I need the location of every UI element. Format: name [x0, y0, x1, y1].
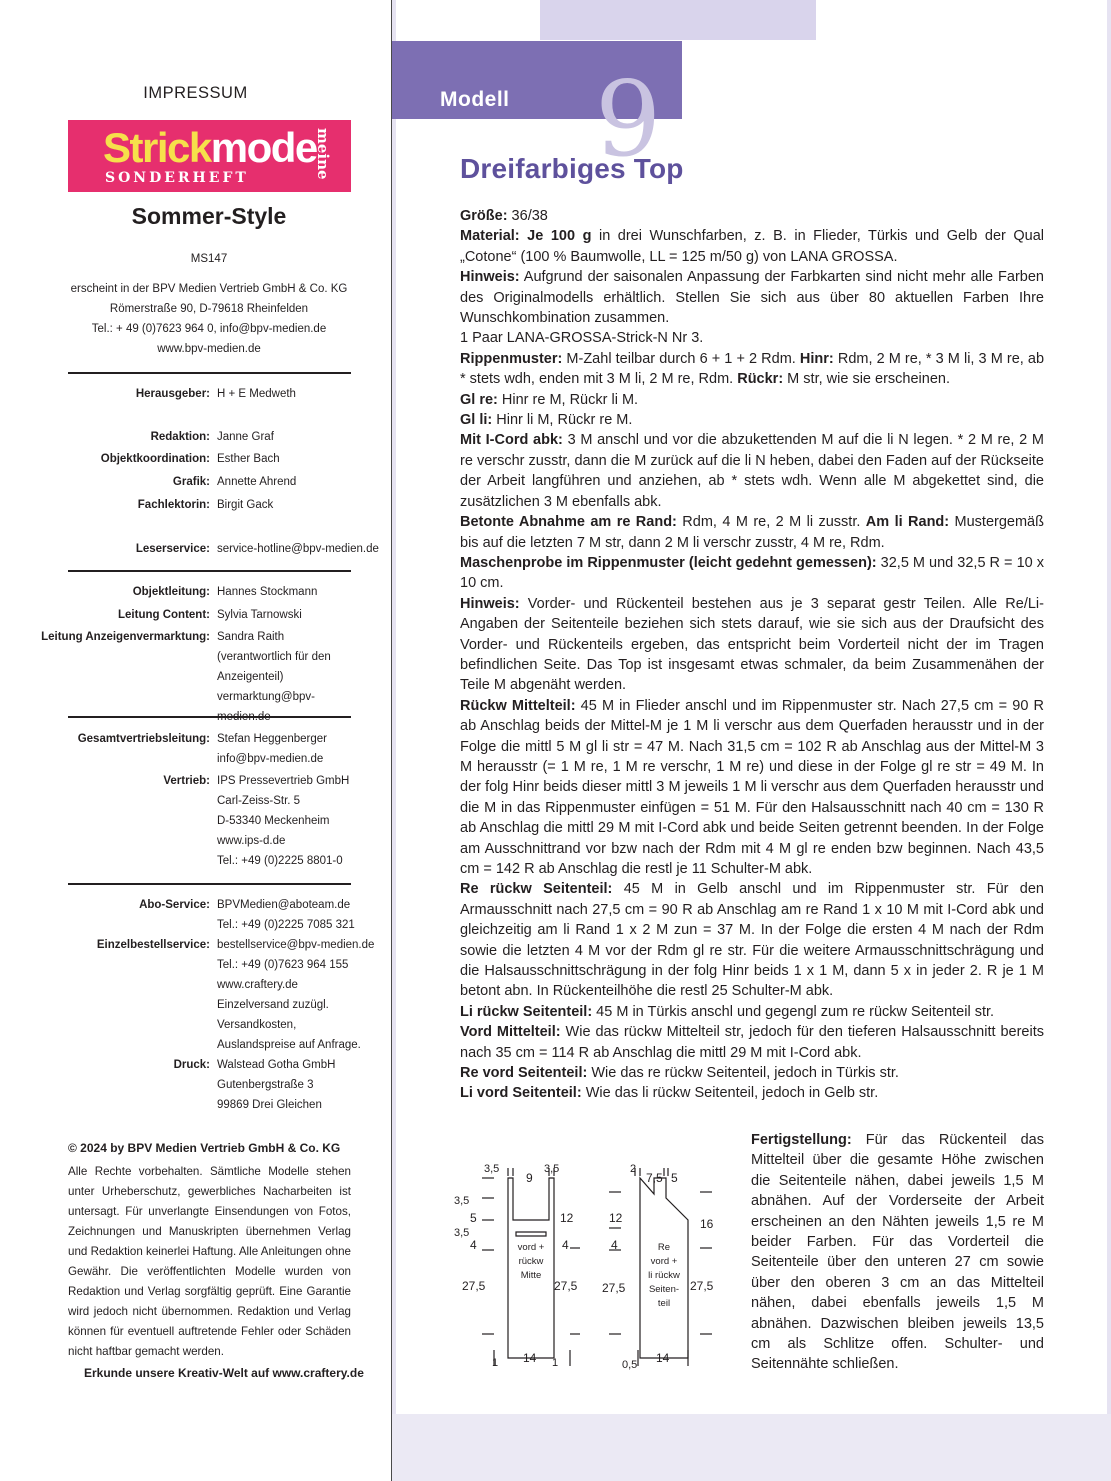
- entry-label: Leserservice:: [135, 543, 210, 555]
- entry-value: Esther Bach: [217, 453, 280, 465]
- dim-label: 27,5: [602, 1281, 626, 1295]
- entry-value: Tel.: +49 (0)7623 964 155: [217, 959, 349, 971]
- entry-value: Gutenbergstraße 3: [217, 1079, 314, 1091]
- entry-value: Janne Graf: [217, 431, 274, 443]
- dim-label: 3,5: [454, 1227, 470, 1239]
- entry-label: Abo-Service:: [139, 899, 210, 911]
- entry-value: Stefan Heggenberger: [217, 733, 327, 745]
- piece-label: li rückw: [648, 1270, 680, 1281]
- entry-label: Leitung Anzeigenvermarktung:: [41, 631, 210, 643]
- section-fertigstellung: Fertigstellung: Für das Rückenteil das Mittelteil über die gesamte Höhe zwischen die Seitenteile nähen, dabei jeweils 1,5 M abnähen. Auf der Vorderseite der Arbeit erscheinen an den Nähten jeweils 1,5 re M beider Farben. Für das Vorderteil die Seitenteile über den unteren 27 cm sowie über den oberen 3 cm an das Mittelteil nähen, dabei ebenfalls jeweils 1,5 M abnähen. Dazwischen bleiben jeweils 13,5 cm als Schlitze offen. Schulter- und Seitennähte schließen.: [751, 1132, 1044, 1373]
- dim-label: 1: [492, 1357, 499, 1369]
- bottom-band: [392, 1414, 1111, 1481]
- dim-label: 3,5: [484, 1163, 500, 1175]
- decor-strip: [1107, 0, 1111, 1481]
- entry-value: vermarktung@bpv-medien.de: [217, 691, 315, 723]
- entry-value: Tel.: +49 (0)2225 8801-0: [217, 855, 343, 867]
- entry-value: bestellservice@bpv-medien.de: [217, 939, 375, 951]
- dim-label: 16: [700, 1217, 714, 1231]
- publisher-line-2: Römerstraße 90, D-79618 Rheinfelden: [109, 303, 309, 315]
- entry-value: BPVMedien@aboteam.de: [217, 899, 351, 911]
- entry-value: Anzeigenteil): [217, 671, 284, 683]
- entry-label: Grafik:: [172, 476, 210, 488]
- section-rueckw-mittelteil: Rückw Mittelteil: 45 M in Flieder anschl und im Rippenmuster str. Nach 27,5 cm = 90 R ab Anschlag beids der Mittel-M je 1 M li verschr aus dem Querfaden herausstr und in der Folge die mittl 5 M gl li str = 47 M. Nach 31,5 cm = 102 R ab Anschlag aus der Mittel-M 3 M herausstr (= 1 M re, 1 M re verschr, 1 M re) und diese in der Folge gl re str = 49 M. In der folg Hinr beids dieser mittl 3 M jeweils 1 M li verschr aus dem Querfaden herausstr und die M in das Rippenmuster einfügen = 51 M. Für den Halsausschnitt nach 40 cm = 130 R ab Anschlag die mittl 29 M mit I-Cord abk und beide Seiten getrennt beenden. In der Folge am Ausschnittrand vor bzw nach der Rdm mit 4 M gl re enden bzw beginnen. Nach 43,5 cm = 142 R ab Anschlag die restl je 11 Schulter-M abk.: [460, 697, 1045, 877]
- section-re-vord-seitenteil: Re vord Seitenteil: Wie das re rückw Seitenteil, jedoch in Türkis str.: [460, 1065, 899, 1082]
- section-groesse: Größe: 36/38: [460, 208, 548, 224]
- piece-label: Seiten-: [648, 1284, 680, 1295]
- dim-label: 14: [656, 1351, 670, 1365]
- entry-value: www.ips-d.de: [217, 835, 286, 847]
- entry-label: Einzelbestellservice:: [96, 939, 210, 951]
- dim-label: 12: [560, 1211, 574, 1225]
- section-li-vord-seitenteil: Li vord Seitenteil: Wie das li rückw Seitenteil, jedoch in Gelb str.: [460, 1085, 879, 1102]
- entry-value: Auslandspreise auf Anfrage.: [217, 1039, 361, 1051]
- dim-label: 27,5: [554, 1279, 578, 1293]
- dim-label: 12: [609, 1211, 623, 1225]
- logo-text-a: Strick: [103, 124, 211, 171]
- dim-label: 3,5: [544, 1163, 560, 1175]
- entry-label: Fachlektorin:: [137, 499, 210, 511]
- dim-label: 27,5: [690, 1279, 714, 1293]
- entry-label: Objektleitung:: [132, 586, 210, 598]
- issue-title: Sommer-Style: [131, 203, 287, 229]
- dim-label: 5: [671, 1171, 678, 1185]
- entry-value: Annette Ahrend: [217, 476, 297, 488]
- dim-label: 27,5: [462, 1279, 486, 1293]
- publisher-line-3: Tel.: + 49 (0)7623 964 0, info@bpv-medien.de: [91, 323, 327, 335]
- dim-label: 4: [611, 1238, 618, 1252]
- dim-label: 14: [523, 1351, 537, 1365]
- dim-label: 9: [526, 1171, 533, 1185]
- entry-label: Leitung Content:: [118, 609, 210, 621]
- entry-value: www.craftery.de: [217, 979, 298, 991]
- impressum-heading: IMPRESSUM: [143, 84, 248, 102]
- entry-label: Redaktion:: [150, 431, 210, 443]
- entry-value: IPS Pressevertrieb GmbH: [217, 775, 350, 787]
- schematic-side-panel: [609, 1168, 712, 1366]
- copyright-text: Alle Rechte vorbehalten. Sämtliche Modelle stehen unter Urheberschutz, gewerbliches Nacharbeiten ist untersagt. Für unverlangte Einsendungen von Fotos, Zeichnungen und Manuskripten übernehmen Verlag und Redaktion keinerlei Haftung. Alle Anleitungen ohne Gewähr. Die veröffentlichten Modelle wurden von Redaktion und Verlag sorgfältig geprüft. Eine Garantie wird jedoch nicht übernommen. Redaktion und Verlag können für eventuell auftretende Fehler oder Schäden nicht haftbar gemacht werden.: [68, 1165, 351, 1358]
- strickmode-logo: [68, 120, 351, 192]
- schematic-center-panel: [482, 1168, 580, 1366]
- entry-label: Objektkoordination:: [100, 453, 210, 465]
- logo-meine: meine: [314, 128, 332, 180]
- copyright-heading: © 2024 by BPV Medien Vertrieb GmbH & Co. KG: [68, 1141, 341, 1155]
- footer-link-text: Erkunde unsere Kreativ-Welt auf www.craftery.de: [84, 1366, 364, 1380]
- entry-value: Walstead Gotha GmbH: [217, 1059, 336, 1071]
- section-vord-mittelteil: Vord Mittelteil: Wie das rückw Mittelteil str, jedoch für den tieferen Halsausschnitt bereits nach 35 cm = 114 R ab Anschlag die mittl 29 M mit I-Cord abk.: [460, 1024, 1044, 1061]
- section-icord: Mit I-Cord abk: 3 M anschl und vor die abzukettenden M auf die li N legen. * 2 M re, 2 M re verschr zusstr, dann die M zurück auf die li N heben, dabei den Faden auf der Rückseite der Arbeit langführen und anziehen, ab * stets wdh. Wenn alle M abgekettet sind, die zusätzlichen 3 M ebenfalls abk.: [460, 432, 1045, 510]
- entry-value: (verantwortlich für den: [217, 651, 331, 663]
- dim-label: 5: [470, 1211, 477, 1225]
- entry-label: Gesamtvertriebsleitung:: [77, 733, 210, 745]
- entry-value: Versandkosten,: [217, 1019, 297, 1031]
- entry-value: 99869 Drei Gleichen: [217, 1099, 322, 1111]
- dim-label: 0,5: [622, 1359, 638, 1371]
- entry-label: Vertrieb:: [163, 775, 210, 787]
- piece-label: Mitte: [520, 1270, 542, 1281]
- modell-number: 9: [595, 58, 662, 180]
- impressum-column: [0, 0, 392, 1481]
- publisher-line-1: erscheint in der BPV Medien Vertrieb GmbH & Co. KG: [70, 283, 348, 295]
- entry-value: Birgit Gack: [217, 499, 274, 511]
- schematic-drawings: [454, 1158, 744, 1378]
- entry-value: Sandra Raith: [217, 631, 285, 643]
- piece-label: vord +: [650, 1256, 678, 1267]
- issue-code: MS147: [190, 253, 228, 265]
- section-abnahme: Betonte Abnahme am re Rand: Rdm, 4 M re, 2 M li zusstr. Am li Rand: Mustergemäß bis auf die letzten 7 M str, dann 2 M li verschr zusstr, 4 M re, Rdm.: [460, 514, 1044, 551]
- entry-value: Hannes Stockmann: [217, 586, 318, 598]
- section-hinweis-2: Hinweis: Vorder- und Rückenteil bestehen aus je 3 separat gestr Teilen. Alle Re/Li-Angaben der Seitenteile beziehen sich stets darauf, wie sie sich aus der Draufsicht des Vorder- und Rückenteils ergeben, das entspricht beim Vorderteil nicht der im Tragen befindlichen Seite. Das Top ist insgesamt etwas schmaler, da beim Zusammenähen der Teile M abgenäht werden.: [460, 595, 1044, 694]
- dim-label: 4: [470, 1238, 477, 1252]
- piece-label: teil: [657, 1298, 671, 1309]
- logo-subtitle: SONDERHEFT: [105, 170, 249, 186]
- entry-value: H + E Medweth: [217, 388, 296, 400]
- modell-label: Modell: [440, 88, 510, 111]
- entry-value: info@bpv-medien.de: [217, 753, 324, 765]
- logo-text-b: mode: [210, 124, 317, 171]
- publisher-line-4: www.bpv-medien.de: [157, 343, 261, 355]
- entry-label: Herausgeber:: [135, 388, 210, 400]
- top-band: [540, 0, 816, 40]
- section-gl-li: Gl li: Hinr li M, Rückr re M.: [460, 412, 633, 429]
- pattern-title: Dreifarbiges Top: [460, 153, 684, 184]
- logo-wordmark: [103, 125, 317, 171]
- dim-label: 3,5: [454, 1195, 470, 1207]
- entry-value: service-hotline@bpv-medien.de: [217, 543, 379, 555]
- divider: [68, 716, 351, 718]
- dim-label: 7,5: [646, 1171, 663, 1185]
- schematic-right-labels: [602, 1163, 714, 1371]
- divider: [68, 570, 351, 572]
- section-maschenprobe: Maschenprobe im Rippenmuster (leicht gedehnt gemessen): 32,5 M und 32,5 R = 10 x 10 cm.: [460, 554, 1044, 592]
- decor-strip: [392, 0, 396, 1481]
- dim-label: 1: [552, 1357, 559, 1369]
- dim-label: 2: [630, 1163, 637, 1175]
- section-rippenmuster: Rippenmuster: M-Zahl teilbar durch 6 + 1 + 2 Rdm. Hinr: Rdm, 2 M re, * 3 M li, 3 M re, ab * stets wdh, enden mit 3 M li, 2 M re, Rdm. Rückr: M str, wie sie erscheinen.: [460, 350, 1045, 388]
- dim-label: 4: [562, 1238, 569, 1252]
- section-gl-re: Gl re: Hinr re M, Rückr li M.: [460, 391, 639, 408]
- entry-label: Druck:: [173, 1059, 210, 1071]
- section-re-rueckw-seitenteil: Re rückw Seitenteil: 45 M in Gelb anschl und im Rippenmuster str. Für den Armausschnitt nach 27,5 cm = 90 R ab Anschlag am re Rand 1 x 10 M mit I-Cord abk und gleichzeitig am li Rand 1 x 2 M zun = 37 M. In der Folge die ersten 4 M nach der Rdm sowie die letzten 4 M vor der Rdm gl re str. Für die weitere Armausschnittschrägung und die Halsausschnittschrägung in der folg Hinr beids 1 x 1 M, dann 5 x in jeder 2. R je 1 M betont abn. In Rückenteilhöhe die restl 25 Schulter-M abk.: [460, 881, 1045, 1000]
- schematic-left-labels: [454, 1163, 578, 1369]
- section-material: Material: Je 100 g in drei Wunschfarben, z. B. in Flieder, Türkis und Gelb der Qual „Cotone“ (100 % Baumwolle, LL = 125 m/50 g) von LANA GROSSA.: [460, 228, 1045, 265]
- section-hinweis-1: Hinweis: Aufgrund der saisonalen Anpassung der Farbkarten sind nicht mehr alle Farben des Originalmodells erhältlich. Stellen Sie sich aus über 80 aktuellen Farben Ihre Wunschkombination zusammen.: [460, 269, 1044, 327]
- pattern-body: [460, 206, 1044, 1104]
- entry-value: Tel.: +49 (0)2225 7085 321: [217, 919, 355, 931]
- entry-value: Einzelversand zuzügl.: [217, 999, 329, 1011]
- pattern-column: [392, 0, 1111, 1481]
- entry-value: Sylvia Tarnowski: [217, 609, 302, 621]
- piece-label: Re: [657, 1242, 671, 1253]
- section-nadeln: 1 Paar LANA-GROSSA-Strick-N Nr 3.: [460, 330, 704, 347]
- divider: [68, 883, 351, 885]
- entry-value: D-53340 Meckenheim: [217, 815, 330, 827]
- entry-value: Carl-Zeiss-Str. 5: [217, 795, 301, 807]
- divider: [68, 372, 351, 374]
- section-li-rueckw-seitenteil: Li rückw Seitenteil: 45 M in Türkis anschl und gegengl zum re rückw Seitenteil str.: [460, 1003, 995, 1020]
- piece-label: vord +: [517, 1242, 545, 1253]
- piece-label: rückw: [518, 1256, 544, 1267]
